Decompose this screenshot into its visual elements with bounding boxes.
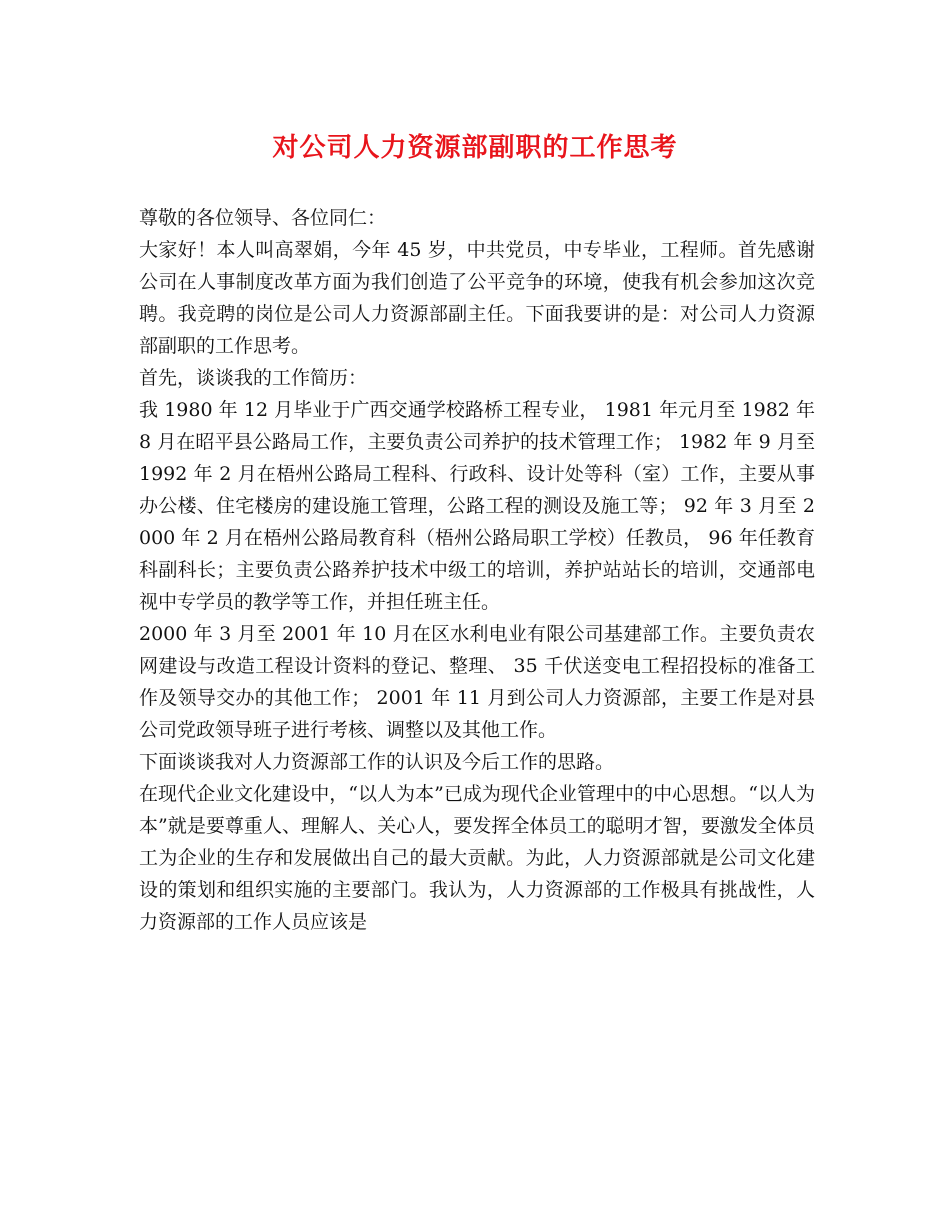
document-title: 对公司人力资源部副职的工作思考 [272, 133, 678, 163]
paragraph-resume-heading: 首先，谈谈我的工作简历： [139, 367, 368, 389]
paragraph-introduction: 大家好！本人叫高翠娟，今年 45 岁，中共党员，中专毕业，工程师。首先感谢公司在人事制度改革方面为我们创造了公平竞争的环境，使我有机会参加这次竞聘。我竞聘的岗位是公司人力资源部副主任。下面我要讲的是：对公司人力资源部副职的工作思考。 [139, 239, 815, 357]
paragraph-resume-1: 我 1980 年 12 月毕业于广西交通学校路桥工程专业， 1981 年元月至 1982 年 8 月在昭平县公路局工作，主要负责公司养护的技术管理工作； 1982 年 9 月至 1992 年 2 月在梧州公路局工程科、行政科、设计处等科（室）工作，主要从事办公楼、住宅楼房的建设施工管理，公路工程的测设及施工等； 92 年 3 月至 2000 年 2 月在梧州公路局教育科（梧州公路局职工学校）任教员， 96 年任教育科副科长；主要负责公路养护技术中级工的培训，养护站站长的培训，交通部电视中专学员的教学等工作，并担任班主任。 [139, 399, 815, 613]
paragraph-understanding-heading: 下面谈谈我对人力资源部工作的认识及今后工作的思路。 [139, 751, 615, 773]
paragraph-resume-2: 2000 年 3 月至 2001 年 10 月在区水利电业有限公司基建部工作。主要负责农网建设与改造工程设计资料的登记、整理、 35 千伏送变电工程招投标的准备工作及领导交办的其他工作； 2001 年 11 月到公司人力资源部，主要工作是对县公司党政领导班子进行考核、调整以及其他工作。 [139, 623, 815, 741]
paragraph-salutation: 尊敬的各位领导、各位同仁： [139, 207, 387, 229]
document-body [139, 202, 815, 938]
paragraph-people-oriented: 在现代企业文化建设中，“以人为本”已成为现代企业管理中的中心思想。“以人为本”就是要尊重人、理解人、关心人，要发挥全体员工的聪明才智，要激发全体员工为企业的生存和发展做出自己的最大贡献。为此，人力资源部就是公司文化建设的策划和组织实施的主要部门。我认为，人力资源部的工作极具有挑战性，人力资源部的工作人员应该是 [139, 783, 815, 933]
